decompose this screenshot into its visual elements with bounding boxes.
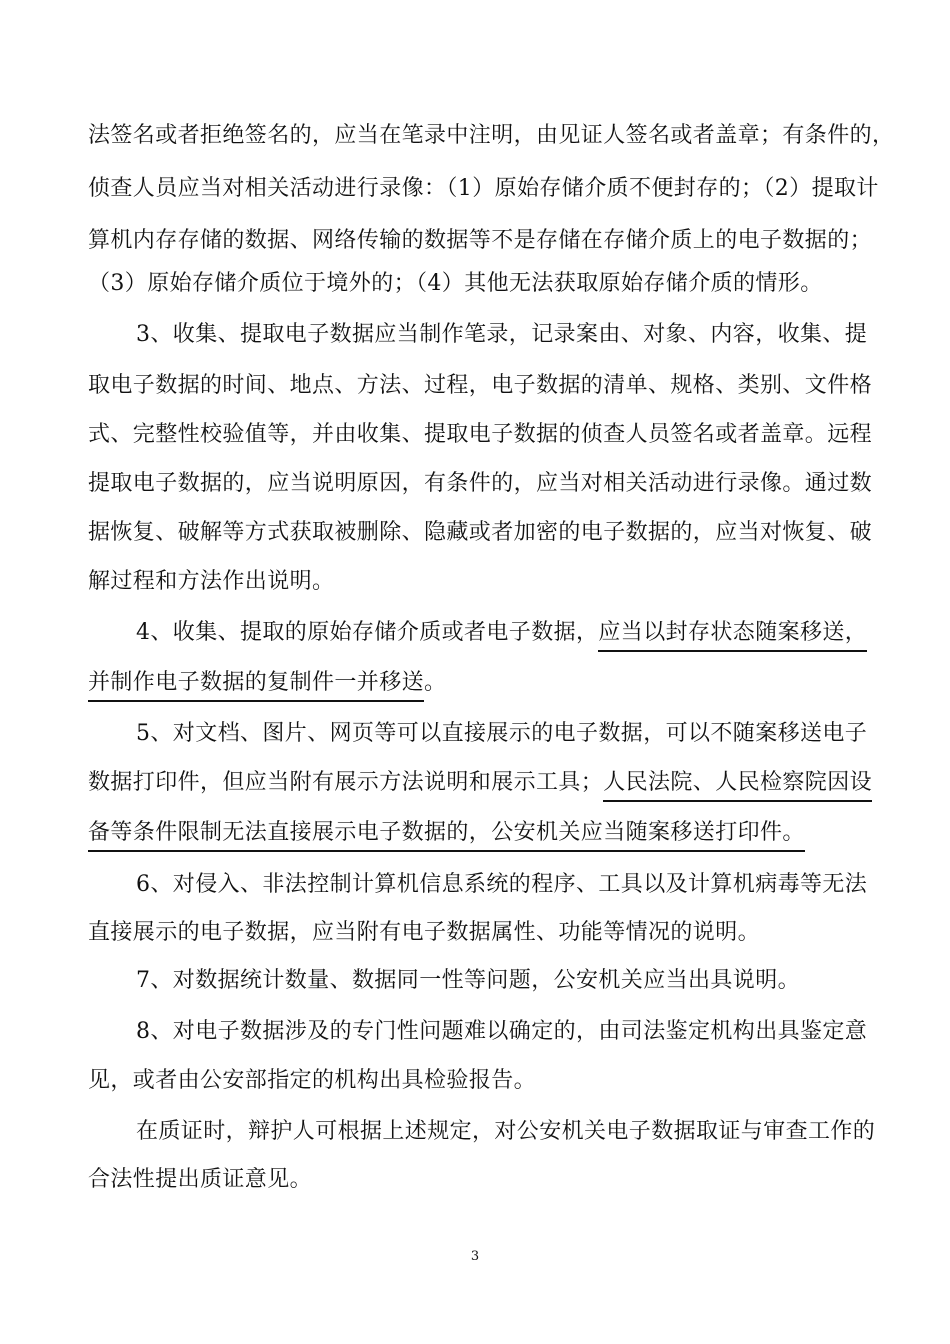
paragraph-line	[88, 818, 950, 852]
paragraph-line	[136, 618, 950, 652]
paragraph-line: 在质证时，辩护人可根据上述规定，对公安机关电子数据取证与审查工作的	[136, 1119, 876, 1144]
paragraph-line: 3、收集、提取电子数据应当制作笔录，记录案由、对象、内容，收集、提	[136, 322, 868, 347]
paragraph-line: 据恢复、破解等方式获取被删除、隐藏或者加密的电子数据的，应当对恢复、破	[88, 520, 873, 545]
paragraph-line: 6、对侵入、非法控制计算机信息系统的程序、工具以及计算机病毒等无法	[136, 872, 868, 897]
paragraph-line: 7、对数据统计数量、数据同一性等问题，公安机关应当出具说明。	[136, 968, 800, 993]
paragraph-line: 8、对电子数据涉及的专门性问题难以确定的，由司法鉴定机构出具鉴定意	[136, 1019, 868, 1044]
paragraph-line: 合法性提出质证意见。	[88, 1167, 313, 1192]
paragraph-line: （3）原始存储介质位于境外的；（4）其他无法获取原始存储介质的情形。	[88, 271, 823, 296]
paragraph-line: 算机内存存储的数据、网络传输的数据等不是存储在存储介质上的电子数据的；	[88, 228, 873, 253]
paragraph-line: 法签名或者拒绝签名的，应当在笔录中注明，由见证人签名或者盖章；有条件的，	[88, 123, 895, 148]
paragraph-line: 侦查人员应当对相关活动进行录像：（1）原始存储介质不便封存的；（2）提取计	[88, 176, 879, 201]
page-number: 3	[470, 1249, 480, 1264]
paragraph-line	[88, 668, 950, 702]
paragraph-line: 直接展示的电子数据，应当附有电子数据属性、功能等情况的说明。	[88, 920, 761, 945]
paragraph-text: 4、收集、提取的原始存储介质或者电子数据，	[136, 620, 599, 645]
underlined-text: 备等条件限制无法直接展示电子数据的，公安机关应当随案移送打印件。	[88, 818, 805, 852]
paragraph-line	[88, 768, 950, 802]
paragraph-line: 见，或者由公安部指定的机构出具检验报告。	[88, 1068, 537, 1093]
paragraph-text: 数据打印件，但应当附有展示方法说明和展示工具；	[88, 770, 604, 795]
paragraph-text: 。	[424, 670, 447, 695]
paragraph-line: 解过程和方法作出说明。	[88, 569, 335, 594]
paragraph-line: 取电子数据的时间、地点、方法、过程，电子数据的清单、规格、类别、文件格	[88, 373, 873, 398]
paragraph-line: 式、完整性校验值等，并由收集、提取电子数据的侦查人员签名或者盖章。远程	[88, 422, 873, 447]
paragraph-line: 提取电子数据的，应当说明原因，有条件的，应当对相关活动进行录像。通过数	[88, 471, 873, 496]
underlined-text: 并制作电子数据的复制件一并移送	[88, 668, 424, 702]
paragraph-line: 5、对文档、图片、网页等可以直接展示的电子数据，可以不随案移送电子	[136, 721, 868, 746]
underlined-text: 人民法院、人民检察院因设	[603, 768, 872, 802]
underlined-text: 应当以封存状态随案移送，	[598, 618, 867, 652]
